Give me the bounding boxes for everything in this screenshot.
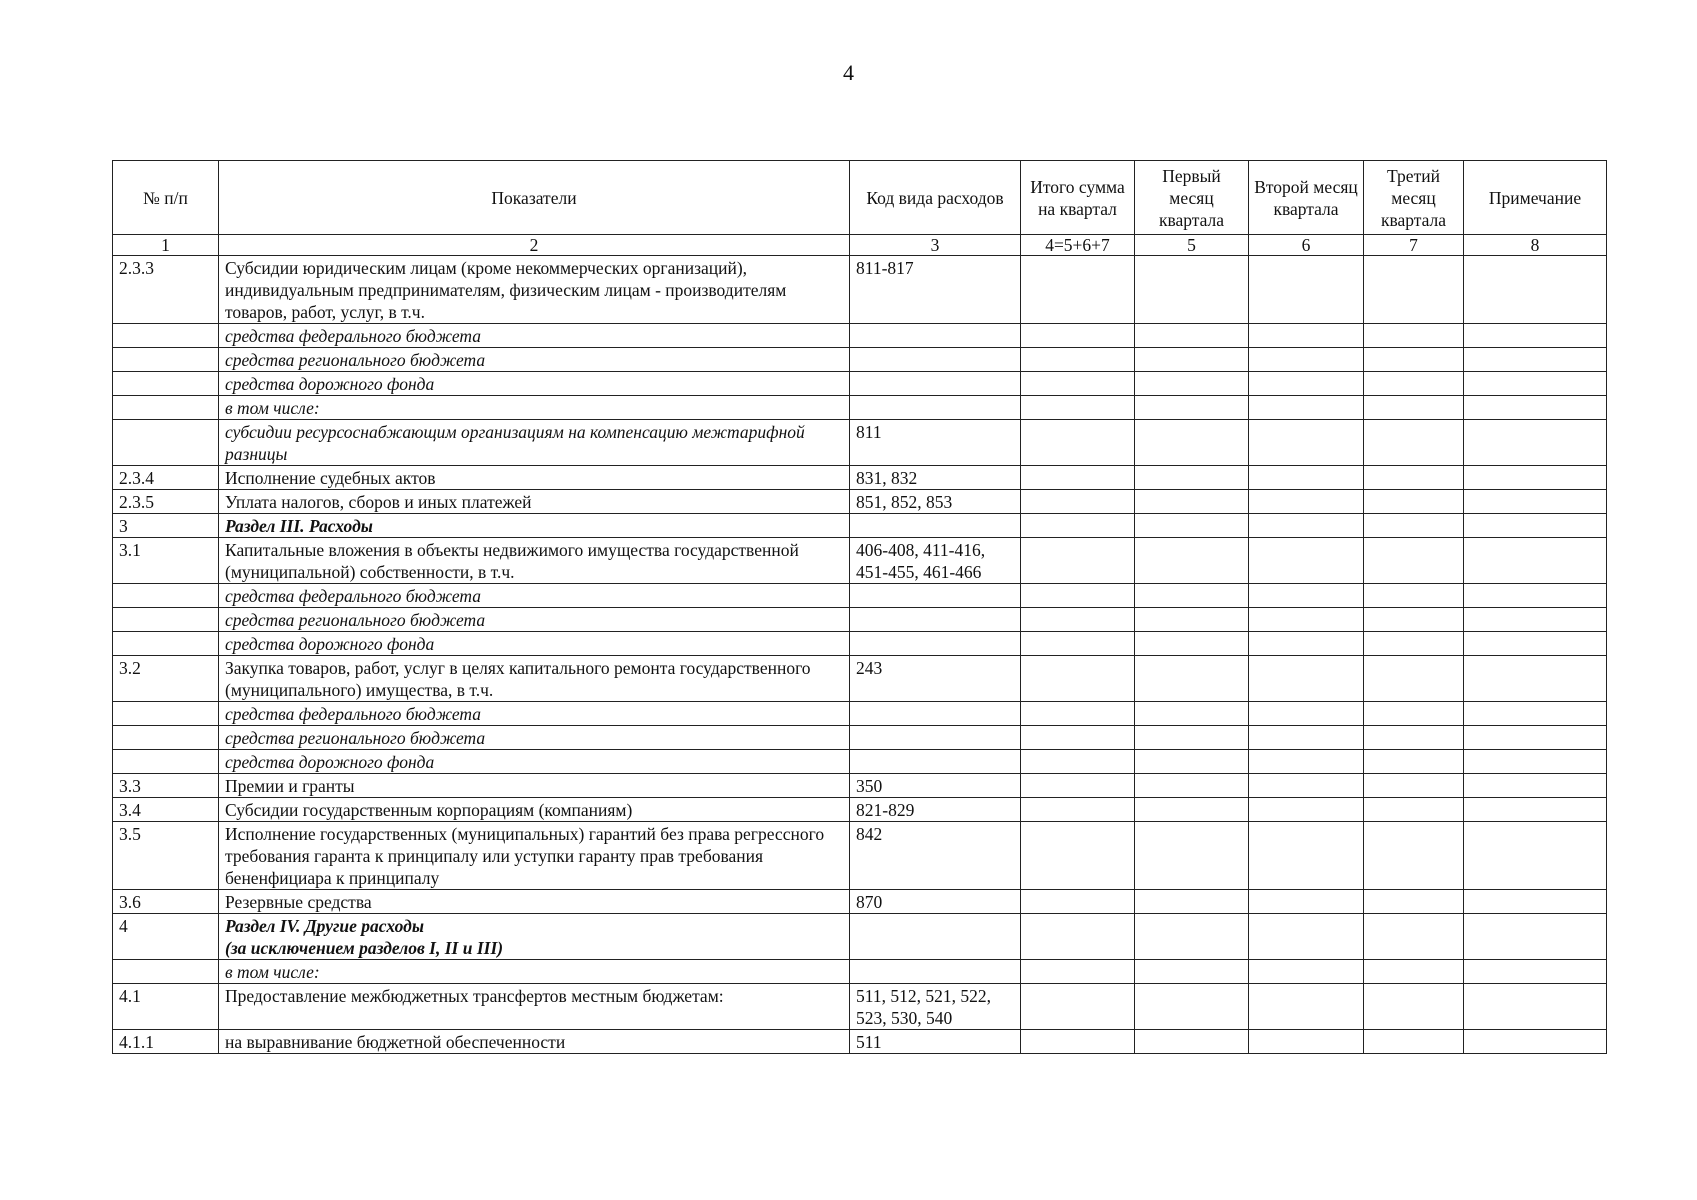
row-month2 <box>1249 608 1364 632</box>
row-expense-code <box>850 914 1021 960</box>
row-note <box>1464 822 1607 890</box>
row-indicator: в том числе: <box>219 396 850 420</box>
row-indicator: средства дорожного фонда <box>219 750 850 774</box>
table-row <box>113 256 1607 324</box>
row-month2 <box>1249 324 1364 348</box>
row-expense-code <box>850 608 1021 632</box>
table-row <box>113 420 1607 466</box>
row-month2 <box>1249 396 1364 420</box>
row-month2 <box>1249 538 1364 584</box>
row-month2 <box>1249 798 1364 822</box>
row-month2 <box>1249 890 1364 914</box>
row-note <box>1464 538 1607 584</box>
row-month1 <box>1135 396 1249 420</box>
header-month2: Второй месяц квартала <box>1249 161 1364 235</box>
row-number: 2.3.4 <box>113 466 219 490</box>
row-month3 <box>1364 702 1464 726</box>
row-expense-code <box>850 348 1021 372</box>
row-total <box>1021 490 1135 514</box>
row-month3 <box>1364 490 1464 514</box>
row-total <box>1021 632 1135 656</box>
row-indicator: средства федерального бюджета <box>219 324 850 348</box>
header-code: Код вида расходов <box>850 161 1021 235</box>
row-month2 <box>1249 702 1364 726</box>
row-indicator: Субсидии государственным корпорациям (компаниям) <box>219 798 850 822</box>
row-indicator: Капитальные вложения в объекты недвижимого имущества государственной (муниципальной) собственности, в т.ч. <box>219 538 850 584</box>
row-total <box>1021 960 1135 984</box>
table-row <box>113 514 1607 538</box>
row-month3 <box>1364 1030 1464 1054</box>
row-month3 <box>1364 420 1464 466</box>
row-month1 <box>1135 656 1249 702</box>
table-row <box>113 798 1607 822</box>
row-month3 <box>1364 960 1464 984</box>
row-expense-code: 842 <box>850 822 1021 890</box>
row-expense-code: 831, 832 <box>850 466 1021 490</box>
row-number: 3.4 <box>113 798 219 822</box>
table-row <box>113 726 1607 750</box>
table-row <box>113 890 1607 914</box>
row-number: 2.3.3 <box>113 256 219 324</box>
row-month2 <box>1249 984 1364 1030</box>
row-number: 3.3 <box>113 774 219 798</box>
row-note <box>1464 466 1607 490</box>
row-indicator: средства федерального бюджета <box>219 702 850 726</box>
row-number: 3.2 <box>113 656 219 702</box>
table-row <box>113 774 1607 798</box>
row-note <box>1464 608 1607 632</box>
row-month1 <box>1135 538 1249 584</box>
row-indicator <box>219 914 850 960</box>
row-expense-code: 511, 512, 521, 522, 523, 530, 540 <box>850 984 1021 1030</box>
row-note <box>1464 702 1607 726</box>
table-row <box>113 584 1607 608</box>
row-number: 3.6 <box>113 890 219 914</box>
table-row <box>113 750 1607 774</box>
header-note: Примечание <box>1464 161 1607 235</box>
row-expense-code <box>850 584 1021 608</box>
row-month1 <box>1135 514 1249 538</box>
table-row <box>113 984 1607 1030</box>
row-month1 <box>1135 324 1249 348</box>
row-month2 <box>1249 490 1364 514</box>
row-expense-code: 851, 852, 853 <box>850 490 1021 514</box>
row-number <box>113 632 219 656</box>
row-indicator: Резервные средства <box>219 890 850 914</box>
row-month3 <box>1364 890 1464 914</box>
header-num: № п/п <box>113 161 219 235</box>
row-number <box>113 750 219 774</box>
row-expense-code: 811-817 <box>850 256 1021 324</box>
row-month3 <box>1364 396 1464 420</box>
row-note <box>1464 890 1607 914</box>
row-month2 <box>1249 632 1364 656</box>
row-month3 <box>1364 798 1464 822</box>
row-total <box>1021 324 1135 348</box>
row-note <box>1464 798 1607 822</box>
row-total <box>1021 372 1135 396</box>
row-note <box>1464 348 1607 372</box>
indicator-line: (за исключением разделов I, II и III) <box>225 938 504 958</box>
row-note <box>1464 324 1607 348</box>
row-total <box>1021 656 1135 702</box>
row-indicator: субсидии ресурсоснабжающим организациям на компенсацию межтарифной разницы <box>219 420 850 466</box>
row-month1 <box>1135 1030 1249 1054</box>
table-row <box>113 324 1607 348</box>
row-month3 <box>1364 914 1464 960</box>
row-indicator: средства дорожного фонда <box>219 632 850 656</box>
row-month1 <box>1135 914 1249 960</box>
row-number: 3.1 <box>113 538 219 584</box>
row-note <box>1464 420 1607 466</box>
table-row <box>113 538 1607 584</box>
row-total <box>1021 420 1135 466</box>
header-month1: Первый месяц квартала <box>1135 161 1249 235</box>
column-number: 7 <box>1364 235 1464 256</box>
row-note <box>1464 372 1607 396</box>
row-expense-code: 821-829 <box>850 798 1021 822</box>
row-number: 4 <box>113 914 219 960</box>
row-total <box>1021 466 1135 490</box>
row-total <box>1021 1030 1135 1054</box>
column-number: 2 <box>219 235 850 256</box>
row-total <box>1021 584 1135 608</box>
row-month2 <box>1249 256 1364 324</box>
row-month1 <box>1135 584 1249 608</box>
row-month3 <box>1364 514 1464 538</box>
row-month1 <box>1135 632 1249 656</box>
row-total <box>1021 822 1135 890</box>
row-expense-code: 350 <box>850 774 1021 798</box>
row-number: 3 <box>113 514 219 538</box>
row-note <box>1464 774 1607 798</box>
indicator-line: Раздел IV. Другие расходы <box>225 916 424 936</box>
row-indicator: средства федерального бюджета <box>219 584 850 608</box>
row-expense-code <box>850 372 1021 396</box>
row-month3 <box>1364 608 1464 632</box>
row-indicator: средства регионального бюджета <box>219 726 850 750</box>
row-number <box>113 960 219 984</box>
column-number-row <box>113 235 1607 256</box>
row-month2 <box>1249 372 1364 396</box>
row-month3 <box>1364 984 1464 1030</box>
row-total <box>1021 538 1135 584</box>
row-month2 <box>1249 914 1364 960</box>
table-row <box>113 1030 1607 1054</box>
row-total <box>1021 798 1135 822</box>
row-note <box>1464 396 1607 420</box>
row-month2 <box>1249 726 1364 750</box>
row-month3 <box>1364 324 1464 348</box>
row-month3 <box>1364 256 1464 324</box>
row-number <box>113 702 219 726</box>
row-indicator: Раздел III. Расходы <box>219 514 850 538</box>
row-indicator: средства регионального бюджета <box>219 608 850 632</box>
row-month2 <box>1249 466 1364 490</box>
row-total <box>1021 914 1135 960</box>
row-expense-code: 811 <box>850 420 1021 466</box>
column-number: 6 <box>1249 235 1364 256</box>
row-month3 <box>1364 750 1464 774</box>
row-number <box>113 608 219 632</box>
row-month2 <box>1249 420 1364 466</box>
row-note <box>1464 632 1607 656</box>
row-total <box>1021 726 1135 750</box>
row-month1 <box>1135 372 1249 396</box>
row-expense-code <box>850 726 1021 750</box>
table-row <box>113 960 1607 984</box>
row-number <box>113 420 219 466</box>
row-indicator: Закупка товаров, работ, услуг в целях капитального ремонта государственного (муниципального) имущества, в т.ч. <box>219 656 850 702</box>
row-month2 <box>1249 750 1364 774</box>
table-row <box>113 914 1607 960</box>
row-indicator: в том числе: <box>219 960 850 984</box>
column-number: 3 <box>850 235 1021 256</box>
row-month2 <box>1249 1030 1364 1054</box>
row-month2 <box>1249 514 1364 538</box>
row-indicator: средства регионального бюджета <box>219 348 850 372</box>
row-month1 <box>1135 490 1249 514</box>
row-month3 <box>1364 822 1464 890</box>
row-note <box>1464 960 1607 984</box>
table-row <box>113 348 1607 372</box>
row-note <box>1464 514 1607 538</box>
row-indicator: Уплата налогов, сборов и иных платежей <box>219 490 850 514</box>
budget-table <box>112 160 1607 1054</box>
row-month1 <box>1135 890 1249 914</box>
column-number: 1 <box>113 235 219 256</box>
row-expense-code <box>850 632 1021 656</box>
table-row <box>113 656 1607 702</box>
column-number: 8 <box>1464 235 1607 256</box>
row-number <box>113 372 219 396</box>
table-row <box>113 396 1607 420</box>
row-note <box>1464 726 1607 750</box>
row-month3 <box>1364 774 1464 798</box>
row-month1 <box>1135 822 1249 890</box>
row-indicator: Предоставление межбюджетных трансфертов местным бюджетам: <box>219 984 850 1030</box>
table-row <box>113 490 1607 514</box>
row-number <box>113 324 219 348</box>
column-number: 5 <box>1135 235 1249 256</box>
row-total <box>1021 890 1135 914</box>
row-note <box>1464 984 1607 1030</box>
row-note <box>1464 914 1607 960</box>
row-note <box>1464 1030 1607 1054</box>
row-number: 4.1.1 <box>113 1030 219 1054</box>
table-row <box>113 372 1607 396</box>
row-month3 <box>1364 632 1464 656</box>
row-total <box>1021 702 1135 726</box>
header-row <box>113 161 1607 235</box>
table-row <box>113 466 1607 490</box>
row-indicator: Премии и гранты <box>219 774 850 798</box>
row-total <box>1021 256 1135 324</box>
row-number <box>113 584 219 608</box>
row-note <box>1464 490 1607 514</box>
row-expense-code <box>850 750 1021 774</box>
row-month2 <box>1249 348 1364 372</box>
row-expense-code: 406-408, 411-416, 451-455, 461-466 <box>850 538 1021 584</box>
row-month1 <box>1135 960 1249 984</box>
row-expense-code: 870 <box>850 890 1021 914</box>
row-month3 <box>1364 372 1464 396</box>
row-expense-code: 243 <box>850 656 1021 702</box>
row-number <box>113 726 219 750</box>
row-month3 <box>1364 584 1464 608</box>
row-indicator: Исполнение судебных актов <box>219 466 850 490</box>
header-month3: Третий месяц квартала <box>1364 161 1464 235</box>
page-number: 4 <box>843 60 854 85</box>
row-total <box>1021 514 1135 538</box>
row-month1 <box>1135 798 1249 822</box>
row-month1 <box>1135 348 1249 372</box>
row-month1 <box>1135 702 1249 726</box>
row-indicator: средства дорожного фонда <box>219 372 850 396</box>
row-note <box>1464 750 1607 774</box>
row-month3 <box>1364 348 1464 372</box>
row-month1 <box>1135 726 1249 750</box>
row-indicator: Субсидии юридическим лицам (кроме некоммерческих организаций), индивидуальным предпринимателям, физическим лицам - производителям товаров, работ, услуг, в т.ч. <box>219 256 850 324</box>
row-indicator: на выравнивание бюджетной обеспеченности <box>219 1030 850 1054</box>
row-month1 <box>1135 608 1249 632</box>
row-note <box>1464 656 1607 702</box>
row-total <box>1021 608 1135 632</box>
table-row <box>113 702 1607 726</box>
row-total <box>1021 396 1135 420</box>
row-month3 <box>1364 466 1464 490</box>
header-indicator: Показатели <box>219 161 850 235</box>
row-number <box>113 348 219 372</box>
row-month1 <box>1135 984 1249 1030</box>
row-number: 3.5 <box>113 822 219 890</box>
row-month3 <box>1364 538 1464 584</box>
row-expense-code <box>850 324 1021 348</box>
table-row <box>113 608 1607 632</box>
table-row <box>113 632 1607 656</box>
row-total <box>1021 348 1135 372</box>
row-number: 4.1 <box>113 984 219 1030</box>
row-month3 <box>1364 726 1464 750</box>
row-note <box>1464 584 1607 608</box>
row-month2 <box>1249 774 1364 798</box>
row-month1 <box>1135 420 1249 466</box>
row-total <box>1021 750 1135 774</box>
row-expense-code <box>850 702 1021 726</box>
row-expense-code <box>850 514 1021 538</box>
row-total <box>1021 984 1135 1030</box>
row-month2 <box>1249 822 1364 890</box>
row-month1 <box>1135 466 1249 490</box>
row-number <box>113 396 219 420</box>
row-month2 <box>1249 584 1364 608</box>
row-expense-code <box>850 960 1021 984</box>
row-number: 2.3.5 <box>113 490 219 514</box>
column-number: 4=5+6+7 <box>1021 235 1135 256</box>
row-month2 <box>1249 656 1364 702</box>
row-month1 <box>1135 256 1249 324</box>
row-month2 <box>1249 960 1364 984</box>
row-month1 <box>1135 750 1249 774</box>
header-total: Итого сумма на квартал <box>1021 161 1135 235</box>
row-expense-code <box>850 396 1021 420</box>
row-total <box>1021 774 1135 798</box>
row-month1 <box>1135 774 1249 798</box>
row-expense-code: 511 <box>850 1030 1021 1054</box>
row-month3 <box>1364 656 1464 702</box>
row-indicator: Исполнение государственных (муниципальных) гарантий без права регрессного требования гаранта к принципалу или уступки гаранту прав требования бененфициара к принципалу <box>219 822 850 890</box>
row-note <box>1464 256 1607 324</box>
table-row <box>113 822 1607 890</box>
